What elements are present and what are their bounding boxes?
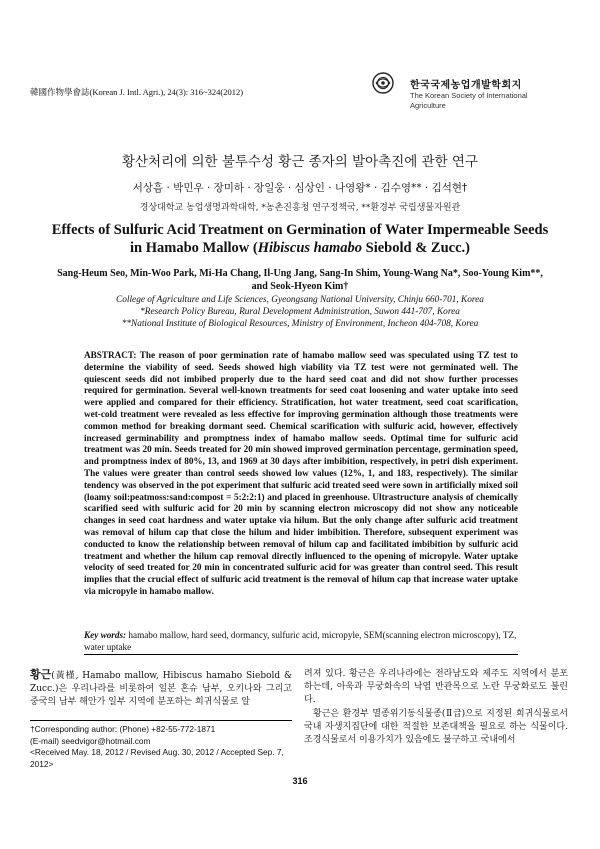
society-logo-icon bbox=[372, 72, 394, 94]
affiliation-korean: 경상대학교 농업생명과학대학, *농촌진흥청 연구정책국, **환경부 국립생물자원관 bbox=[139, 203, 461, 213]
footnote-divider bbox=[30, 720, 292, 721]
title-english-prefix: in Hamabo Mallow ( bbox=[130, 240, 258, 256]
body-right-column bbox=[304, 668, 568, 747]
footnote bbox=[30, 724, 296, 770]
keywords bbox=[84, 629, 518, 653]
footnote-dates: <Received May. 18, 2012 / Revised Aug. 30, 2012 / Accepted Sep. 7, 2012> bbox=[30, 747, 284, 769]
society-name-english-line2: Agriculture bbox=[410, 101, 446, 110]
title-english-species: Hibiscus hamabo bbox=[257, 240, 363, 256]
footnote-corresponding-author: †Corresponding author: (Phone) +82-55-772-1871 bbox=[30, 724, 216, 734]
body-right-paragraph-1: 려져 있다. 황근은 우리나라에는 전라남도와 제주도 지역에서 분포하는데, 아욱과 무궁화속의 낙엽 반관목으로 노란 무궁화로도 불린다. bbox=[304, 669, 568, 706]
title-english-line1: Effects of Sulfuric Acid Treatment on Germination of Water Impermeable Seeds bbox=[51, 222, 549, 238]
title-english-suffix: Siebold & Zucc.) bbox=[362, 240, 470, 256]
journal-reference: 韓國作物學會誌(Korean J. Intl. Agri.), 24(3): 316~324(2012) bbox=[30, 87, 244, 97]
footnote-email: (E-mail) seedvigor@hotmail.com bbox=[30, 735, 151, 746]
abstract: ABSTRACT: The reason of poor germination rate of hamabo mallow seed was speculated using TZ test to determine the viability of seed. Seeds showed high viability via TZ test were not germinated well. The quiescent seeds did not imbibed properly due to the hard seed coat and did not show further processes required for germination. Several well-known treatments for seed coat loosening and water uptake into seed were applied and compared for their efficiency. Stratification, hot water treatment, seed coat scarification, wet-cold treatment were revealed as less effective for improving germination although those treatments were common method for breaking dormant seed. Chemical scarification with sulfuric acid, however, effectively increased germinability and promptness index of hamabo mallow seeds. Optimal time for sulfuric acid treatment was 20 min. Seeds treated for 20 min showed improved germination percentage, germination speed, and promptness index of 80%, 13, and 1969 at 30 days after imbibition, respectively, in petri dish experiment. The values were greater than control seeds showed low values (12%, 1, and 183, respectively). The similar tendency was observed in the pot experiment that sulfuric acid treated seed were sown in artificially mixed soil (loamy soil:peatmoss:sand:compost = 5:2:2:1) and placed in greenhouse. Ultrastructure analysis of chemically scarified seed with sulfuric acid for 20 min by scanning electron microscopy did not show any noticeable changes in seed coat hardness and water uptake via hilum. But the only change after sulfuric acid treatment was removal of hilum cap that close the hilum and hider imbibition. Therefore, subsequent experiment was conducted to know the relationship between removal of hilum cap and facilitated imbibition by sulfuric acid treatment and whether the hilum cap removal directly influenced to the opening of micropyle. Water uptake velocity of seed treated for 20 min in concentrated sulfuric acid for was greater than control seed. This result implies that the crucial effect of sulfuric acid treatment is the removal of hilum cap that increase water uptake via micropyle in hamabo mallow. bbox=[84, 350, 518, 596]
keywords-label: Key words: bbox=[84, 630, 127, 640]
affiliation-english-3: **National Institute of Biological Resources, Ministry of Environment, Incheon 404-708, Korea bbox=[121, 319, 479, 329]
page-number: 316 bbox=[292, 776, 308, 786]
affiliation-english-2: *Research Policy Bureau, Rural Development Administration, Suwon 441-707, Korea bbox=[140, 307, 460, 317]
authors-english-line1: Sang-Heum Seo, Min-Woo Park, Mi-Ha Chang, Il-Ung Jang, Sang-In Shim, Young-Wang Na*, Soo-Young Kim**, bbox=[57, 268, 543, 279]
title-english-line2 bbox=[0, 240, 600, 257]
authors-korean: 서상흠 · 박민우 · 장미하 · 장일웅 · 심상인 · 나영왕* · 김수영** · 김석현† bbox=[132, 182, 468, 194]
body-right-paragraph-2: 황근은 환경부 멸종위기동식물종(Ⅱ급)으로 지정된 희귀식물로서 국내 자생지집단에 대한 적절한 보존대책을 필요로 하는 식물이다. 조경식물로서 이용가치가 있음에도 불구하고 국내에서 bbox=[304, 708, 568, 746]
keywords-text: hamabo mallow, hard seed, dormancy, sulfuric acid, micropyle, SEM(scanning electron microscopy), TZ, water uptake bbox=[84, 630, 517, 652]
title-korean: 황산처리에 의한 불투수성 황근 종자의 발아촉진에 관한 연구 bbox=[121, 154, 479, 170]
body-lead-word: 황근 bbox=[30, 668, 52, 681]
section-divider bbox=[84, 654, 518, 655]
society-name-english-line1: The Korean Society of International bbox=[410, 91, 528, 100]
affiliation-english-1: College of Agriculture and Life Sciences, Gyeongsang National University, Chinju 660-701, Korea bbox=[116, 295, 484, 305]
society-name-korean: 한국국제농업개발학회지 bbox=[410, 80, 522, 91]
body-left-column bbox=[30, 668, 292, 710]
body-left-text: (黃槿, Hamabo mallow, Hibiscus hamabo Siebold & Zucc.)은 우리나라를 비롯하여 일본 혼슈 남부, 오키나와 그리고 중국의 남부 해안가 일부 지역에 분포하는 희귀식물로 알 bbox=[30, 671, 292, 708]
authors-english-line2: and Seok-Hyeon Kim† bbox=[251, 281, 349, 292]
